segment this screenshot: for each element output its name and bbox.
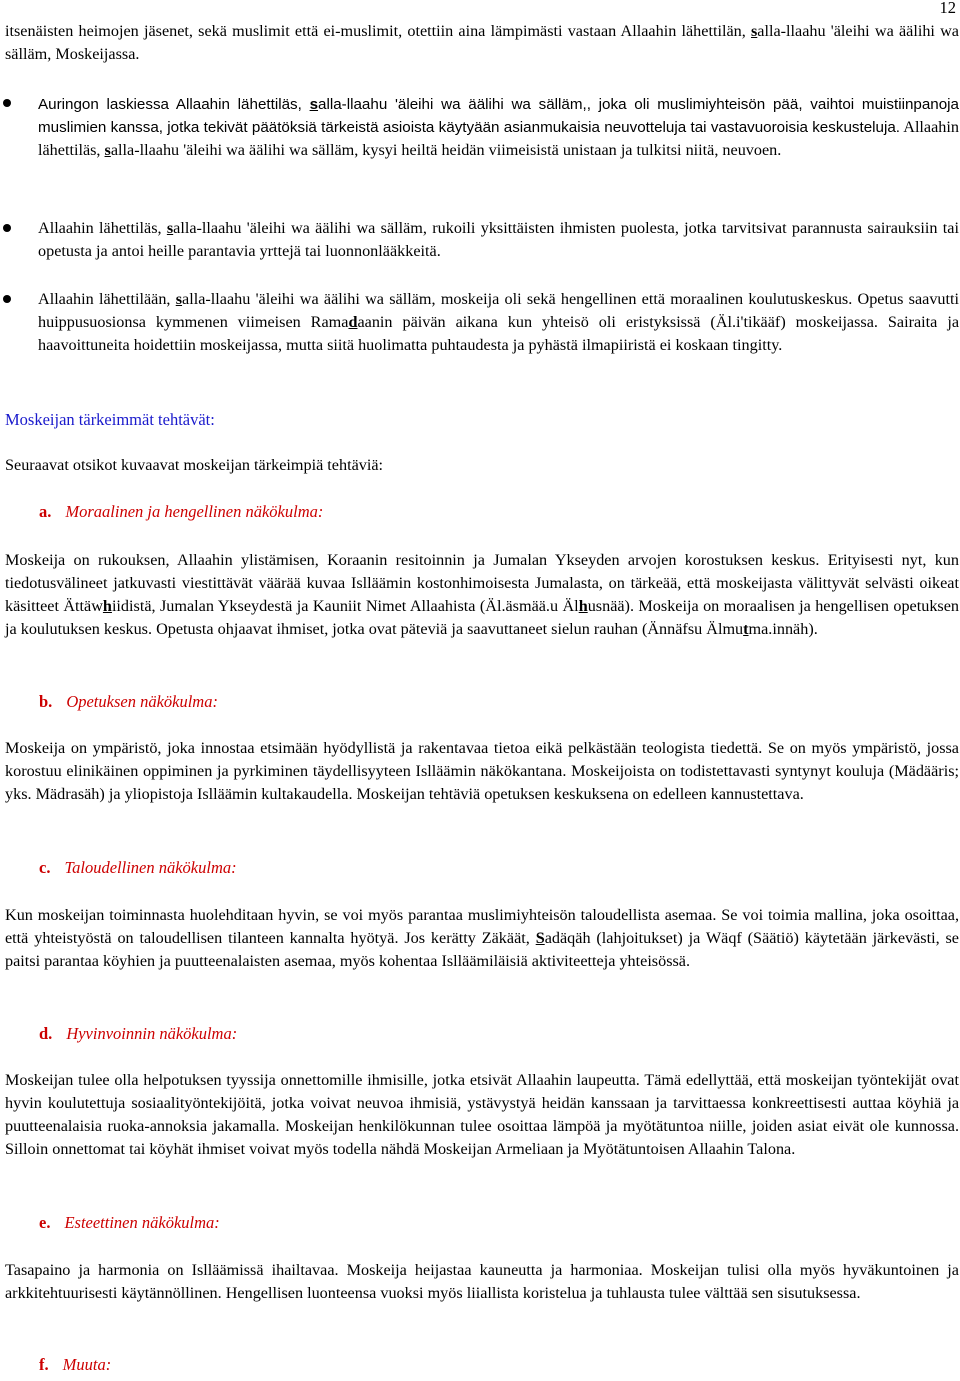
text-run: alla-llaahu 'äleihi wa äälihi wa sälläm, rukoili yksittäisten ihmisten puolesta, jotka tarvitsivat parannusta sairauksiin tai opetusta ja antoi heille parantavia yrttejä tai luonnonlääkkeitä. — [38, 219, 959, 260]
subsection-letter: c. — [39, 858, 51, 877]
subsection-text-b: Moskeija on ympäristö, joka innostaa etsimään hyödyllistä ja rakentavaa tietoa eikä pelkästään teologista tiedettä. Se on myös ympäristö, jossa korostuu elinikäinen oppiminen ja pyrkiminen täydellisyyteen Islläämin näkökantana. Moskeijoista on todistettavasti syntynyt kouluja (Mädääris; yks. Mädrasäh) ja yliopistoja Islläämin kultakaudella. Moskeijan tehtäviä opetuksen keskuksena on edelleen kannustettava. — [5, 739, 959, 803]
text-run: alla-llaahu 'äleihi wa äälihi wa sälläm, Moskeijassa. — [5, 22, 959, 63]
subsection-heading-e — [39, 1211, 220, 1234]
page-number: 12 — [939, 0, 956, 17]
underlined-letter: t — [743, 620, 749, 638]
subsection-letter: e. — [39, 1213, 51, 1232]
subsection-letter: b. — [39, 692, 53, 711]
intro-paragraph — [5, 20, 959, 66]
bullet-icon — [3, 224, 11, 232]
text-run: aanin päivän aikana kun yhteisö oli eristyksissä (Äl.i'tikääf) moskeijassa. Sairaita ja haavoittuneita hoidettiin moskeijassa, mutta siitä huolimatta puhtaudesta ja pyhästä ilmapiiristä ei koskaan tingitty. — [38, 313, 960, 354]
underlined-letter: h — [578, 597, 588, 615]
bullet-icon — [3, 295, 11, 303]
text-run: Allaahin lähettiläs, — [38, 219, 167, 237]
section-title: Moskeijan tärkeimmät tehtävät: — [5, 410, 215, 429]
subsection-title: Opetuksen näkökulma: — [66, 692, 218, 711]
text-run: Allaahin lähettilään, — [38, 290, 176, 308]
text-run: Moskeija on rukouksen, Allaahin ylistämisen, Koraanin resitoinnin ja Jumalan Ykseyden arvojen korostuksen keskus. Erityisesti nyt, kun tiedotusvälineet jatkuvasti viestittävät väärää kuvaa Islläämin kostonhimoisesta Jumalasta, on tärkeää, että moskeijasta välittyvät selvästi oikeat käsitteet Ättäw — [5, 551, 959, 615]
text-run: iidistä, Jumalan Ykseydestä ja Kauniit Nimet Allaahista (Äl.äsmää.u Äl — [111, 597, 579, 615]
underlined-letter: s — [309, 96, 319, 113]
subsection-letter: d. — [39, 1024, 53, 1043]
bullet-item-3 — [38, 288, 959, 357]
bullet-item-1 — [38, 93, 959, 162]
subsection-text-d: Moskeijan tulee olla helpotuksen tyyssija onnettomille ihmisille, jotka etsivät Allaahin laupeutta. Tämä edellyttää, että moskeijan työntekijät ovat hyvin koulutettuja sosiaalityöntekijöitä, jotka voivat neuvoa ihmisiä, ystävystyä heidän kanssaan ja tarvittaessa konkreettisesti auttaa köyhiä ja puutteenalaisia ruoka-annoksia jakamalla. Moskeijan henkilökunnan tulee osoittaa lämpöä ja myötätuntoa niille, joiden asiat eivät ole kunnossa. Silloin onnettomat tai köyhät ihmiset voivat myös todella nähdä Moskeijan Armeliaan ja Myötätuntoisen Allaahin Talona. — [5, 1071, 959, 1158]
text-run: usnää). Moskeija on moraalisen ja hengellisen opetuksen ja koulutuksen keskus. Opetusta ohjaavat ihmiset, jotka ovat päteviä ja saavuttaneet sielun rauhan (Ännäfsu Älmu — [5, 597, 959, 638]
underlined-letter: s — [166, 219, 174, 237]
underlined-letter: s — [104, 141, 111, 159]
underlined-letter: S — [535, 929, 545, 947]
text-run: alla-llaahu 'äleihi wa äälihi wa sälläm,, joka oli muslimiyhteisön pää, vaihtoi muistiinpanoja muslimien kanssa, jotka tekivät päätöksiä tärkeistä asioista käytyään asianmukaisia neuvotteluja tai vastavuoroisia keskusteluja. — [38, 96, 960, 136]
subsection-title: Esteettinen näkökulma: — [64, 1213, 220, 1232]
subsection-text-c — [5, 904, 959, 973]
text-run: ma.innäh). — [748, 620, 818, 638]
text-run: Allaahin lähettiläs, — [38, 118, 959, 159]
underlined-letter: h — [102, 597, 112, 615]
subsection-letter: a. — [39, 502, 52, 521]
subsection-heading-c — [39, 856, 237, 879]
subsection-text-a — [5, 549, 959, 641]
section-intro: Seuraavat otsikot kuvaavat moskeijan tärkeimpiä tehtäviä: — [5, 456, 384, 474]
subsection-letter: f. — [39, 1355, 49, 1374]
subsection-heading-b — [39, 690, 218, 713]
underlined-letter: s — [750, 22, 758, 40]
text-run: alla-llaahu 'äleihi wa äälihi wa sälläm, kysyi heiltä heidän viimeisistä unistaan ja tulkitsi niitä, neuvoen. — [110, 141, 782, 159]
subsection-heading-a — [39, 500, 323, 523]
subsection-text-e: Tasapaino ja harmonia on Islläämissä ihailtavaa. Moskeija heijastaa kauneutta ja harmoniaa. Moskeijan tulisi olla myös hyväkuntoinen ja arkkitehtuurisesti käytännöllinen. Hengellisen luonteensa vuoksi myös liiallista koristelua ja tuhlausta tulee välttää sen sisutuksessa. — [5, 1261, 959, 1302]
subsection-title: Muuta: — [62, 1355, 112, 1374]
subsection-title: Taloudellinen näkökulma: — [64, 858, 237, 877]
bullet-icon — [3, 99, 11, 107]
text-run: adäqäh (lahjoitukset) ja Wäqf (Säätiö) käytetään järkevästi, se paitsi parantaa köyhien ja puutteenalaisten asemaa, myös kohentaa Islläämiläisiä aktiviteetteja yhteisössä. — [5, 929, 959, 970]
underlined-letter: d — [348, 313, 358, 331]
text-run: Kun moskeijan toiminnasta huolehditaan hyvin, se voi myös parantaa muslimiyhteisön taloudellista asemaa. Se voi toimia mallina, joka osoittaa, että yhteistyöstä on taloudellisen tilanteen kannalta hyötyä. Jos kerätty Zäkäät, — [5, 906, 959, 947]
subsection-title: Hyvinvoinnin näkökulma: — [66, 1024, 238, 1043]
text-run: itsenäisten heimojen jäsenet, sekä muslimit että ei-muslimit, otettiin aina lämpimästi vastaan Allaahin lähettilän, — [5, 22, 751, 40]
underlined-letter: s — [175, 290, 183, 308]
subsection-heading-f — [39, 1353, 111, 1376]
subsection-title: Moraalinen ja hengellinen näkökulma: — [65, 502, 324, 521]
text-run: alla-llaahu 'äleihi wa äälihi wa sälläm, moskeija oli sekä hengellinen että moraalinen koulutuskeskus. Opetus saavutti huippusuosionsa kymmenen viimeisen Rama — [38, 290, 959, 331]
text-run: Auringon laskiessa Allaahin lähettiläs, — [38, 96, 310, 113]
subsection-heading-d — [39, 1022, 237, 1045]
bullet-item-2 — [38, 217, 959, 263]
